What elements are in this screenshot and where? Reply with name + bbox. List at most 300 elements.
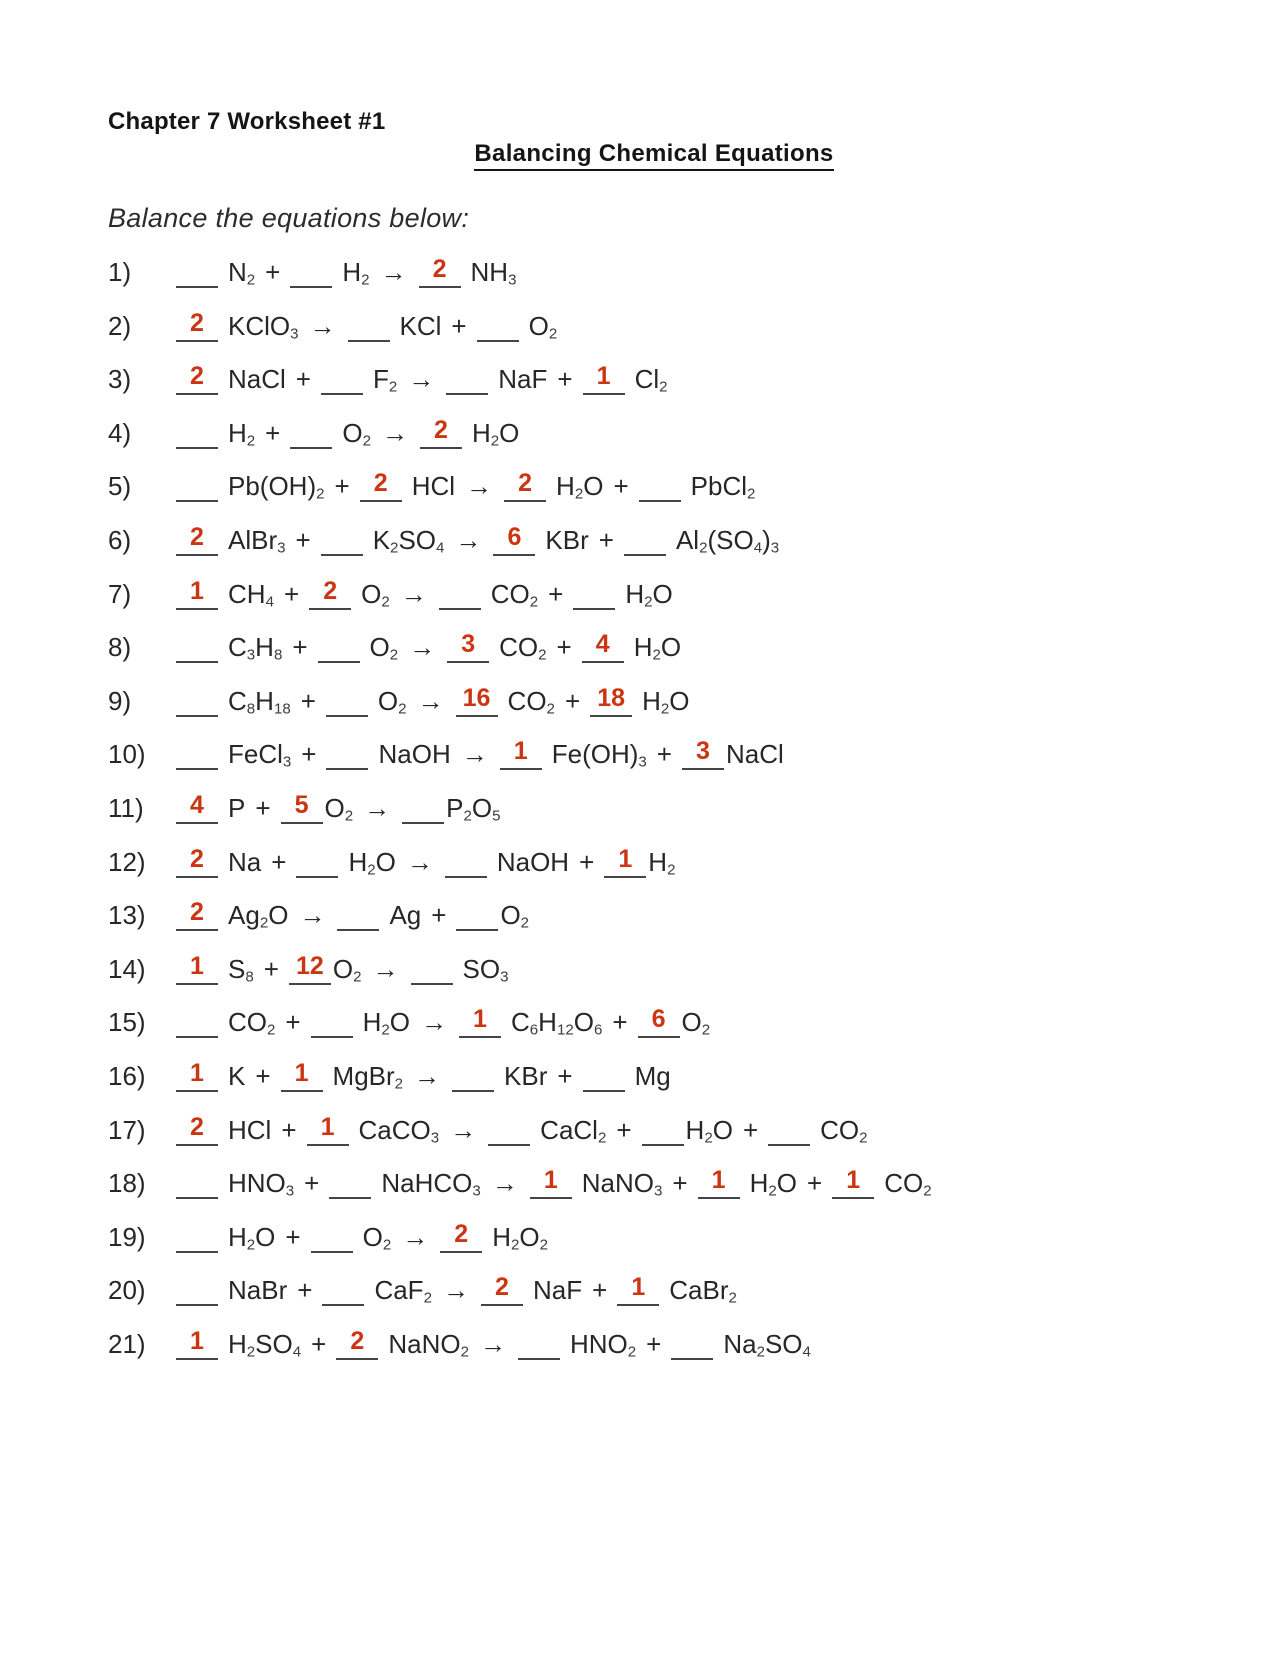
chemical-formula: H2 [648, 846, 676, 878]
arrow-icon: → [402, 1221, 429, 1252]
equation-row [108, 568, 1200, 622]
arrow-icon: → [479, 1328, 506, 1359]
answer-blank [348, 306, 390, 342]
plus-operator: + [311, 1328, 327, 1359]
equation-body [176, 415, 529, 450]
equation-body [176, 471, 765, 501]
plus-operator: + [292, 632, 308, 663]
answer-blank [642, 1110, 684, 1146]
chemical-formula: C6H12O6 [510, 1007, 603, 1039]
answer-value: 1 [190, 576, 204, 605]
answer-blank [446, 359, 488, 395]
answer-value: 1 [631, 1273, 646, 1302]
answer-blank-filled [176, 574, 218, 610]
answer-value: 1 [190, 951, 204, 980]
plus-operator: + [672, 1168, 688, 1199]
plus-operator: + [579, 846, 595, 877]
arrow-icon: → [461, 739, 488, 770]
subscript: 3 [246, 646, 256, 664]
subscript: 2 [344, 807, 354, 825]
answer-blank-filled [176, 359, 218, 395]
chemical-formula: Mg [634, 1060, 671, 1091]
answer-blank [326, 681, 368, 717]
answer-blank [477, 306, 519, 342]
equation-number: 10) [108, 739, 146, 770]
answer-value: 2 [190, 362, 204, 391]
answer-value: 4 [595, 630, 610, 659]
arrow-icon: → [364, 792, 391, 823]
subscript: 2 [460, 1343, 469, 1361]
answer-blank [311, 1002, 353, 1038]
subscript: 2 [381, 592, 390, 610]
chemical-formula: S8 [228, 953, 254, 986]
chemical-formula: CH4 [228, 578, 274, 610]
equation-number: 14) [108, 953, 146, 984]
answer-blank [439, 574, 481, 610]
subscript: 2 [490, 432, 500, 450]
subscript: 2 [316, 485, 325, 503]
answer-blank [321, 520, 363, 556]
chemical-formula: HCl [411, 471, 456, 502]
answer-blank [176, 252, 218, 288]
chemical-formula: SO3 [462, 953, 509, 986]
answer-value: 2 [190, 898, 204, 927]
arrow-icon: → [455, 524, 482, 555]
answer-blank [445, 842, 487, 878]
equation-body [176, 522, 789, 557]
plus-operator: + [557, 1060, 573, 1091]
subscript: 2 [362, 432, 371, 450]
chemical-formula: P2O5 [446, 792, 501, 825]
answer-value: 1 [618, 844, 633, 873]
chemical-formula: H2O [228, 1221, 276, 1253]
plus-operator: + [283, 578, 300, 609]
equation-number: 2) [108, 310, 132, 341]
chemical-formula: H2O [633, 632, 682, 664]
subscript: 2 [660, 700, 670, 718]
answer-blank-filled [176, 842, 218, 878]
equation-row [108, 1264, 1200, 1318]
plus-operator: + [281, 1114, 297, 1145]
chemical-formula: NaBr [228, 1275, 288, 1306]
answer-value: 1 [320, 1112, 335, 1141]
plus-operator: + [285, 1221, 301, 1252]
plus-operator: + [548, 578, 564, 609]
equation-body [176, 364, 678, 394]
answer-value: 4 [190, 790, 204, 819]
answer-blank-filled [176, 1110, 218, 1146]
answer-blank-filled [583, 359, 625, 395]
answer-value: 2 [190, 308, 204, 337]
subscript: 2 [546, 700, 555, 718]
answer-value: 2 [323, 576, 338, 605]
subscript: 4 [292, 1343, 302, 1361]
subscript: 8 [245, 968, 254, 986]
chemical-formula: O2 [500, 900, 530, 932]
subscript: 2 [574, 485, 584, 503]
answer-blank-filled [447, 627, 489, 663]
answer-blank-filled [582, 627, 624, 663]
equation-number: 17) [108, 1114, 146, 1145]
subscript: 2 [728, 1289, 737, 1307]
plus-operator: + [598, 524, 614, 555]
chemical-formula: K [228, 1060, 246, 1091]
answer-blank-filled [604, 842, 646, 878]
subscript: 2 [539, 1236, 549, 1253]
answer-blank-filled [682, 734, 724, 770]
equation-row [108, 728, 1200, 782]
arrow-icon: → [309, 310, 336, 341]
equation-body [176, 1007, 720, 1037]
subscript: 3 [282, 753, 292, 771]
chemical-formula: PbCl2 [690, 471, 756, 503]
chemical-formula: O2 [362, 1221, 392, 1253]
equation-list [108, 246, 1200, 1371]
answer-blank-filled [176, 1056, 218, 1092]
arrow-icon: → [299, 900, 326, 931]
plus-operator: + [742, 1114, 759, 1145]
answer-blank-filled [504, 466, 546, 502]
chemical-formula: Na2SO4 [723, 1328, 811, 1361]
subscript: 2 [361, 271, 370, 289]
answer-blank-filled [176, 306, 218, 342]
equation-row [108, 1157, 1200, 1211]
answer-blank-filled [530, 1163, 572, 1199]
chemical-formula: H2O [471, 417, 520, 450]
subscript: 2 [747, 485, 756, 503]
answer-value: 2 [434, 415, 448, 444]
subscript: 4 [436, 539, 445, 557]
subscript: 2 [704, 1128, 713, 1146]
chemical-formula: Al2(SO4)3 [675, 524, 780, 557]
chemical-formula: NaF [498, 364, 548, 395]
equation-row [108, 889, 1200, 943]
equation-body [176, 1275, 747, 1305]
answer-blank-filled [176, 895, 218, 931]
subscript: 2 [652, 646, 661, 664]
equation-row [108, 407, 1200, 461]
answer-value: 12 [296, 951, 324, 980]
plus-operator: + [646, 1328, 662, 1359]
answer-blank [290, 252, 332, 288]
answer-blank-filled [307, 1110, 349, 1146]
subscript: 2 [627, 1343, 637, 1361]
answer-blank [176, 466, 218, 502]
answer-blank [488, 1110, 530, 1146]
answer-blank [176, 413, 218, 449]
plus-operator: + [265, 257, 281, 287]
chemical-formula: FeCl3 [228, 739, 292, 771]
plus-operator: + [334, 471, 350, 502]
answer-blank-filled [176, 1324, 218, 1360]
chemical-formula: O2 [369, 632, 399, 664]
plus-operator: + [295, 524, 311, 555]
arrow-icon: → [414, 1060, 441, 1091]
subscript: 2 [246, 271, 256, 289]
chemical-formula: KBr [545, 524, 589, 555]
subscript: 2 [538, 646, 547, 664]
equation-number: 12) [108, 846, 146, 877]
chemical-formula: CaBr2 [669, 1275, 737, 1307]
answer-blank [573, 574, 615, 610]
answer-blank [337, 895, 379, 931]
chemical-formula: NaOH [496, 846, 570, 877]
plus-operator: + [297, 1275, 313, 1306]
chemical-formula: NaCl [228, 364, 286, 395]
chemical-formula: H2O [685, 1114, 733, 1146]
subscript: 3 [500, 968, 509, 986]
plus-operator: + [592, 1275, 608, 1306]
answer-value: 18 [597, 683, 626, 712]
plus-operator: + [304, 1168, 320, 1199]
equation-row [108, 836, 1200, 890]
answer-blank-filled [459, 1002, 501, 1038]
subscript: 4 [802, 1343, 811, 1361]
subscript: 2 [389, 646, 399, 664]
chemical-formula: CO2 [228, 1007, 276, 1039]
equation-number: 13) [108, 900, 146, 931]
answer-blank-filled [832, 1163, 874, 1199]
answer-value: 1 [846, 1166, 861, 1195]
arrow-icon: → [420, 1007, 447, 1038]
subscript: 3 [770, 539, 780, 557]
chemical-formula: CO2 [490, 578, 539, 610]
answer-value: 2 [373, 469, 388, 498]
answer-blank [456, 895, 498, 931]
answer-value: 6 [651, 1005, 666, 1034]
arrow-icon: → [380, 257, 407, 287]
chemical-formula: H2O [556, 471, 604, 503]
equation-body [176, 683, 700, 718]
answer-value: 2 [432, 255, 447, 283]
answer-value: 2 [190, 522, 204, 551]
answer-blank-filled [420, 413, 462, 449]
plus-operator: + [255, 792, 271, 823]
equation-body [176, 790, 511, 825]
answer-blank-filled [698, 1163, 740, 1199]
answer-blank [176, 681, 218, 717]
answer-blank-filled [336, 1324, 378, 1360]
answer-blank-filled [590, 681, 632, 717]
chemical-formula: H2O [749, 1168, 797, 1200]
equation-number: 5) [108, 471, 132, 502]
chemical-formula: MgBr2 [332, 1060, 404, 1093]
answer-blank [452, 1056, 494, 1092]
arrow-icon: → [442, 1275, 469, 1306]
answer-blank-filled [281, 1056, 323, 1092]
subscript: 2 [423, 1289, 432, 1307]
subscript: 2 [699, 539, 708, 557]
arrow-icon: → [406, 846, 433, 877]
equation-number: 4) [108, 417, 132, 448]
chemical-formula: HNO3 [228, 1168, 295, 1200]
plus-operator: + [271, 846, 287, 877]
answer-value: 6 [507, 522, 522, 551]
equation-number: 19) [108, 1221, 146, 1252]
answer-blank [411, 949, 453, 985]
chemical-formula: Ag [389, 900, 422, 931]
chemical-formula: KBr [504, 1060, 548, 1091]
answer-blank [624, 520, 666, 556]
arrow-icon: → [381, 417, 408, 448]
subscript: 3 [638, 753, 647, 771]
answer-value: 1 [543, 1166, 558, 1195]
plus-operator: + [265, 417, 281, 448]
arrow-icon: → [491, 1168, 518, 1199]
chemical-formula: CaCl2 [540, 1114, 607, 1146]
plus-operator: + [557, 364, 573, 395]
equation-row [108, 1318, 1200, 1372]
answer-value: 1 [294, 1058, 309, 1087]
plus-operator: + [451, 310, 467, 341]
answer-blank [322, 1270, 364, 1306]
answer-value: 1 [711, 1166, 726, 1195]
equation-number: 9) [108, 685, 132, 716]
subscript: 2 [259, 914, 269, 932]
chemical-formula: CaCO3 [358, 1114, 440, 1146]
answer-blank [326, 734, 368, 770]
answer-blank [176, 1217, 218, 1253]
answer-blank [176, 1163, 218, 1199]
answer-value: 2 [190, 1112, 204, 1141]
chemical-formula: CO2 [884, 1168, 932, 1200]
subscript: 4 [265, 592, 274, 610]
answer-blank [290, 413, 332, 449]
chemical-formula: O2 [324, 792, 354, 825]
equation-row [108, 353, 1200, 407]
chemical-formula: H2O [348, 846, 396, 878]
chemical-formula: Ag2O [228, 900, 289, 932]
plus-operator: + [556, 632, 572, 663]
subscript: 2 [388, 378, 398, 396]
equation-row [108, 460, 1200, 514]
chemical-formula: H2O2 [492, 1221, 549, 1253]
chemical-formula: O2 [681, 1007, 711, 1039]
chemical-formula: CaF2 [374, 1275, 432, 1307]
instruction-text: Balance the equations below: [108, 203, 470, 233]
plus-operator: + [613, 471, 629, 502]
chemical-formula: P [228, 792, 246, 823]
answer-value: 1 [190, 1058, 204, 1087]
answer-blank [639, 466, 681, 502]
subscript: 2 [246, 1236, 256, 1253]
chemical-formula: C3H8 [228, 632, 283, 664]
chemical-formula: NaNO2 [388, 1328, 469, 1361]
equation-body [176, 632, 691, 662]
answer-value: 2 [518, 469, 532, 498]
subscript: 2 [659, 378, 668, 396]
equation-body [176, 739, 794, 769]
subscript: 3 [285, 1182, 295, 1200]
chemical-formula: O2 [377, 685, 407, 718]
chemical-formula: H2 [342, 257, 370, 289]
equation-body [176, 951, 519, 986]
equation-number: 6) [108, 524, 132, 555]
plus-operator: + [300, 685, 316, 716]
chemical-formula: KCl [399, 310, 442, 341]
chemical-formula: F2 [372, 364, 398, 396]
subscript: 2 [756, 1343, 765, 1361]
chemical-formula: HCl [228, 1114, 272, 1145]
subscript: 2 [267, 1021, 276, 1039]
arrow-icon: → [417, 685, 444, 716]
arrow-icon: → [450, 1114, 477, 1145]
plus-operator: + [564, 685, 581, 716]
answer-blank [402, 788, 444, 824]
plus-operator: + [285, 1007, 301, 1038]
answer-blank-filled [638, 1002, 680, 1038]
equation-number: 3) [108, 364, 132, 395]
subscript: 3 [277, 539, 286, 557]
answer-value: 3 [696, 737, 710, 766]
subscript: 18 [273, 700, 291, 718]
subscript: 2 [353, 968, 362, 986]
equation-row [108, 1050, 1200, 1104]
chemical-formula: Cl2 [634, 364, 668, 396]
subscript: 8 [273, 646, 283, 664]
subscript: 5 [492, 807, 501, 825]
answer-value: 16 [462, 683, 491, 712]
subscript: 3 [290, 324, 299, 342]
answer-blank-filled [500, 734, 542, 770]
answer-blank-filled [176, 949, 218, 985]
subscript: 4 [753, 539, 763, 557]
equation-row [108, 675, 1200, 729]
equation-number: 8) [108, 632, 132, 663]
answer-value: 1 [190, 1326, 204, 1355]
subscript: 2 [246, 432, 256, 450]
subscript: 2 [768, 1182, 777, 1200]
subscript: 2 [644, 592, 653, 610]
chemical-formula: C8H18 [228, 685, 291, 718]
subscript: 6 [593, 1021, 603, 1039]
subscript: 2 [520, 914, 530, 932]
chemical-formula: H2 [228, 417, 256, 450]
equation-number: 1) [108, 257, 132, 287]
answer-blank [318, 627, 360, 663]
equation-row [108, 782, 1200, 836]
equation-row [108, 621, 1200, 675]
subscript: 2 [511, 1236, 520, 1253]
chemical-formula: O2 [342, 417, 371, 450]
equation-number: 20) [108, 1275, 146, 1306]
answer-blank-filled [360, 466, 402, 502]
subscript: 2 [246, 1343, 256, 1361]
subscript: 2 [390, 539, 399, 557]
chemical-formula: CO2 [507, 685, 555, 718]
answer-blank [518, 1324, 560, 1360]
answer-blank [176, 1002, 218, 1038]
answer-value: 2 [190, 844, 204, 873]
answer-blank-filled [456, 681, 498, 717]
chemical-formula: K2SO4 [372, 524, 445, 557]
chemical-formula: H2O [625, 578, 673, 610]
answer-blank [176, 1270, 218, 1306]
subscript: 2 [701, 1021, 711, 1039]
equation-row [108, 1211, 1200, 1265]
equation-body [176, 1168, 942, 1198]
answer-blank [176, 627, 218, 663]
answer-value: 2 [454, 1219, 469, 1248]
subscript: 2 [367, 860, 376, 878]
chemical-formula: H2O [642, 685, 690, 718]
subscript: 6 [529, 1021, 539, 1039]
worksheet-header: Chapter 7 Worksheet #1 [108, 108, 386, 135]
equation-body [176, 576, 683, 610]
answer-blank [321, 359, 363, 395]
arrow-icon: → [372, 953, 399, 984]
equation-body [176, 308, 567, 342]
